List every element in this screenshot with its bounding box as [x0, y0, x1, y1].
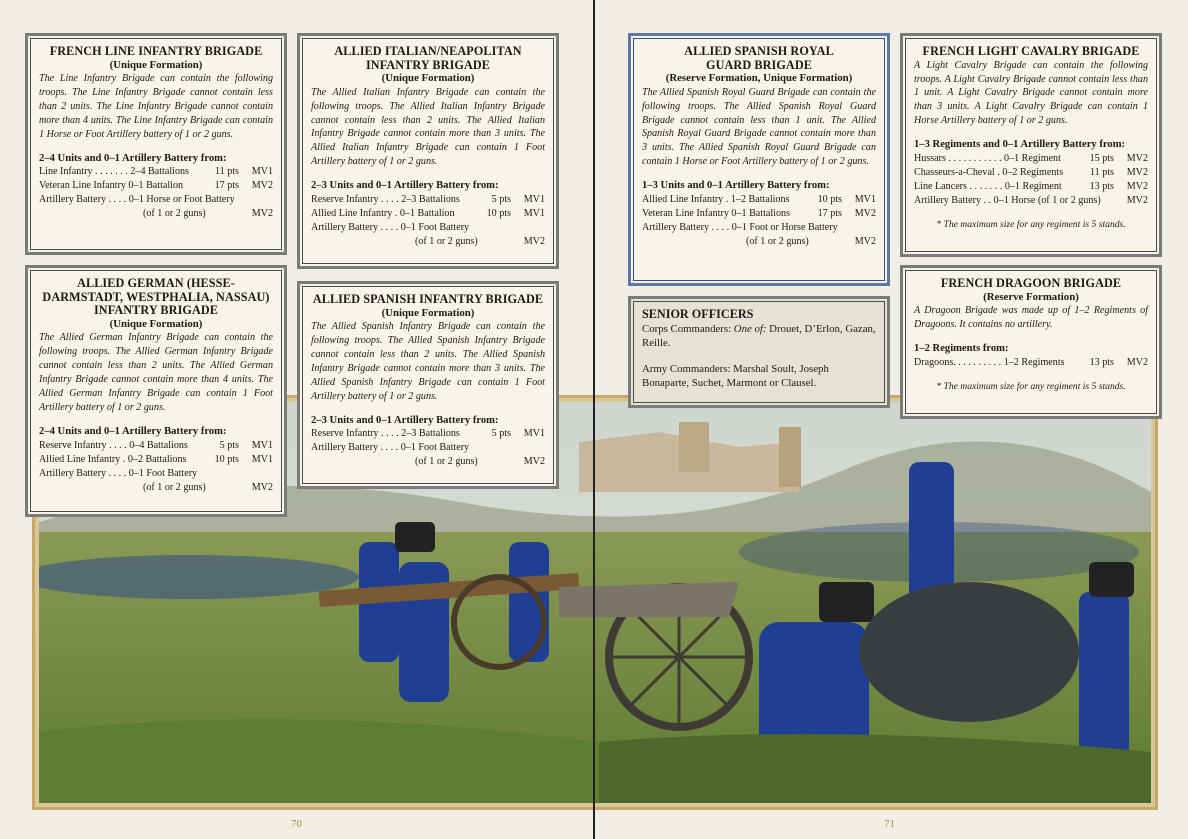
- book-spine: [593, 0, 595, 839]
- unit-row-continuation: [311, 235, 545, 249]
- box-title: ALLIED ITALIAN/NEAPOLITAN INFANTRY BRIGADE: [334, 44, 522, 72]
- composition-header: 1–3 Regiments and 0–1 Artillery Battery from:: [914, 139, 1126, 151]
- unit-detail: (of 1 or 2 guns): [415, 456, 478, 468]
- army-commanders: [642, 362, 876, 390]
- composition-header: 1–3 Units and 0–1 Artillery Battery from:: [642, 180, 830, 192]
- senior-officers-box: [628, 296, 890, 408]
- unit-row: [39, 165, 273, 179]
- unit-name: Line Infantry . . . . . . . 2–4 Battalions: [39, 166, 189, 178]
- box-title: ALLIED GERMAN (HESSE-DARMSTADT, WESTPHALIA, NASSAU) INFANTRY BRIGADE: [42, 276, 270, 318]
- box-description: A Light Cavalry Brigade can contain the following troops. A Light Cavalry Brigade cannot contain less than 1 unit. A Light Cavalry Brigade cannot contain more than 3 units. A Light Cavalry Brigade can contain 1 Horse Artillery battery of 1 or 2 guns.: [914, 59, 1148, 127]
- composition-header: 2–4 Units and 0–1 Artillery Battery from:: [39, 152, 227, 164]
- box-description: The Allied German Infantry Brigade can contain the following troops. The Allied German Infantry Brigade cannot contain less than 2 units. The Allied German Infantry Brigade cannot contain more than 4 units. The Allied German Infantry Brigade can contain 1 Foot Artillery battery of 1 or 2 guns.: [39, 332, 273, 413]
- french-light-cavalry-brigade-box: [900, 33, 1162, 257]
- unit-row: [642, 207, 876, 221]
- unit-detail: (of 1 or 2 guns): [143, 208, 206, 220]
- unit-row-continuation: [311, 455, 545, 469]
- unit-name: Hussars . . . . . . . . . . . 0–1 Regiment: [914, 152, 1061, 164]
- allied-spanish-royal-guard-brigade-box: [628, 33, 890, 286]
- unit-points: 5 pts: [491, 428, 511, 440]
- corps-names: Drouet, D’Erlon, Gazan, Reille.: [642, 322, 876, 349]
- unit-detail: (of 1 or 2 guns): [415, 235, 478, 247]
- french-line-infantry-brigade-box: [25, 33, 287, 255]
- unit-points: 10 pts: [486, 207, 511, 219]
- unit-points: 5 pts: [491, 193, 511, 205]
- unit-row: [311, 441, 545, 455]
- unit-row: [39, 467, 273, 481]
- unit-detail: (of 1 or 2 guns): [746, 235, 809, 247]
- unit-points: 11 pts: [1089, 166, 1114, 178]
- unit-row: [914, 180, 1148, 194]
- unit-mv: MV2: [251, 208, 273, 220]
- unit-name: Allied Line Infantry . 1–2 Battalions: [642, 193, 790, 205]
- unit-detail: (of 1 or 2 guns): [143, 481, 206, 493]
- composition-header: 2–3 Units and 0–1 Artillery Battery from:: [311, 180, 499, 192]
- page-number-left: 70: [291, 818, 302, 830]
- unit-name: Artillery Battery . . 0–1 Horse (of 1 or 2 guns): [914, 194, 1101, 206]
- box-title: FRENCH LIGHT CAVALRY BRIGADE: [922, 44, 1140, 58]
- unit-row: [642, 221, 876, 235]
- unit-mv: MV2: [523, 456, 545, 468]
- unit-name: Reserve Infantry . . . . 2–3 Battalions: [311, 193, 460, 205]
- unit-row: [311, 221, 545, 235]
- regiment-size-note: * The maximum size for any regiment is 5 stands.: [936, 218, 1126, 230]
- unit-mv: MV2: [1126, 356, 1148, 368]
- unit-name: Veteran Line Infantry 0–1 Battalions: [642, 207, 790, 219]
- unit-points: 11 pts: [214, 166, 239, 178]
- unit-mv: MV2: [1126, 180, 1148, 192]
- unit-mv: MV1: [854, 193, 876, 205]
- corps-label: Corps Commanders:: [642, 322, 732, 335]
- unit-row: [311, 427, 545, 441]
- unit-name: Artillery Battery . . . . 0–1 Foot Battery: [311, 442, 470, 454]
- unit-points: 17 pts: [214, 180, 239, 192]
- box-subtitle: (Unique Formation): [381, 306, 475, 319]
- unit-mv: MV1: [251, 166, 273, 178]
- unit-mv: MV2: [523, 235, 545, 247]
- unit-row: [914, 166, 1148, 180]
- box-title: FRENCH LINE INFANTRY BRIGADE: [49, 44, 263, 58]
- unit-name: Reserve Infantry . . . . 0–4 Battalions: [39, 439, 188, 451]
- unit-mv: MV1: [523, 207, 545, 219]
- unit-points: 17 pts: [817, 207, 842, 219]
- unit-mv: MV2: [1126, 166, 1148, 178]
- unit-row-continuation: [642, 235, 876, 249]
- unit-mv: MV1: [251, 439, 273, 451]
- box-description: The Line Infantry Brigade can contain the following troops. The Line Infantry Brigade cannot contain less than 2 units. The Line Infantry Brigade cannot contain more than 4 units. The Line Infantry Brigade can contain 1 Horse or Foot Artillery battery of 1 or 2 guns.: [39, 73, 273, 140]
- unit-points: 13 pts: [1089, 180, 1114, 192]
- unit-row: [311, 193, 545, 207]
- unit-name: Reserve Infantry . . . . 2–3 Battalions: [311, 428, 460, 440]
- french-dragoon-brigade-box: [900, 265, 1162, 419]
- unit-points: 10 pts: [817, 193, 842, 205]
- page-number-right: 71: [884, 818, 895, 830]
- unit-name: Artillery Battery . . . . 0–1 Foot Battery: [311, 221, 470, 233]
- unit-name: Artillery Battery . . . . 0–1 Foot Battery: [39, 467, 198, 479]
- composition-header: 2–3 Units and 0–1 Artillery Battery from:: [311, 414, 499, 426]
- unit-mv: MV2: [1126, 152, 1148, 164]
- box-description: The Allied Spanish Royal Guard Brigade can contain the following troops. The Allied Spanish Royal Guard Brigade cannot contain less than 1 unit. The Allied Spanish Royal Guard Brigade cannot contain more than 3 units. The Allied Spanish Royal Guard Brigade can contain 1 Horse or Foot Artillery battery of 1 or 2 guns.: [642, 86, 876, 168]
- army-names: Marshal Soult, Joseph Bonaparte, Suchet, Marmont or Clausel.: [642, 362, 829, 389]
- box-title: SENIOR OFFICERS: [642, 307, 754, 321]
- unit-row: [39, 193, 273, 207]
- unit-name: Line Lancers . . . . . . . 0–1 Regiment: [914, 180, 1062, 192]
- unit-row: [642, 193, 876, 207]
- unit-points: 5 pts: [219, 439, 239, 451]
- unit-name: Veteran Line Infantry 0–1 Battalion: [39, 180, 184, 192]
- unit-row: [39, 179, 273, 193]
- box-subtitle: (Unique Formation): [381, 72, 475, 85]
- unit-points: 10 pts: [214, 453, 239, 465]
- unit-points: 13 pts: [1089, 356, 1114, 368]
- unit-name: Artillery Battery . . . . 0–1 Horse or Foot Battery: [39, 194, 235, 206]
- unit-mv: MV1: [523, 428, 545, 440]
- box-title: FRENCH DRAGOON BRIGADE: [940, 276, 1122, 290]
- composition-header: 1–2 Regiments from:: [914, 342, 1009, 354]
- unit-mv: MV2: [854, 207, 876, 219]
- unit-mv: MV2: [251, 180, 273, 192]
- box-subtitle: (Unique Formation): [109, 58, 203, 71]
- unit-name: Dragoons. . . . . . . . . . 1–2 Regiments: [914, 356, 1065, 368]
- unit-name: Allied Line Infantry . 0–1 Battalion: [311, 207, 455, 219]
- unit-row: [914, 356, 1148, 370]
- box-description: A Dragoon Brigade was made up of 1–2 Regiments of Dragoons. It contains no artillery.: [914, 305, 1148, 330]
- box-subtitle: (Unique Formation): [109, 317, 203, 330]
- unit-name: Allied Line Infantry . 0–2 Battalions: [39, 453, 187, 465]
- allied-german-infantry-brigade-box: [25, 265, 287, 517]
- corps-commanders: [642, 322, 876, 350]
- unit-row-continuation: [39, 481, 273, 495]
- unit-points: 15 pts: [1089, 152, 1114, 164]
- unit-name: Chasseurs-a-Cheval . 0–2 Regiments: [914, 166, 1064, 178]
- unit-row: [914, 152, 1148, 166]
- unit-row: [39, 453, 273, 467]
- unit-mv: MV1: [251, 453, 273, 465]
- box-subtitle: (Reserve Formation): [983, 290, 1079, 303]
- corps-one-of: One of:: [733, 322, 767, 335]
- box-description: The Allied Italian Infantry Brigade can contain the following troops. The Allied Italian Infantry Brigade cannot contain less than 2 units. The Allied Italian Infantry Brigade cannot contain more than 3 units. The Allied Italian Infantry Brigade can contain 1 Foot Artillery battery of 1 or 2 guns.: [311, 86, 545, 168]
- box-subtitle: (Reserve Formation, Unique Formation): [665, 72, 853, 85]
- allied-italian-infantry-brigade-box: [297, 33, 559, 269]
- unit-row: [39, 439, 273, 453]
- army-label: Army Commanders:: [642, 362, 731, 375]
- box-description: The Allied Spanish Infantry Brigade can contain the following troops. The Allied Spanish Infantry Brigade cannot contain less than 2 units. The Allied Spanish Infantry Brigade cannot contain more than 3 units. The Allied Spanish Infantry Brigade can contain 1 Foot Artillery battery of 1 or 2 guns.: [311, 321, 545, 402]
- unit-mv: MV2: [854, 235, 876, 247]
- unit-mv: MV2: [251, 481, 273, 493]
- unit-row: [311, 207, 545, 221]
- unit-mv: MV2: [1126, 194, 1148, 206]
- unit-name: Artillery Battery . . . . 0–1 Foot or Horse Battery: [642, 221, 838, 233]
- composition-header: 2–4 Units and 0–1 Artillery Battery from:: [39, 425, 227, 437]
- box-title: ALLIED SPANISH ROYAL GUARD BRIGADE: [684, 44, 834, 72]
- unit-row-continuation: [39, 207, 273, 221]
- regiment-size-note: * The maximum size for any regiment is 5 stands.: [936, 380, 1126, 392]
- box-title: ALLIED SPANISH INFANTRY BRIGADE: [312, 292, 544, 306]
- unit-row: [914, 194, 1148, 208]
- unit-mv: MV1: [523, 193, 545, 205]
- allied-spanish-infantry-brigade-box: [297, 281, 559, 489]
